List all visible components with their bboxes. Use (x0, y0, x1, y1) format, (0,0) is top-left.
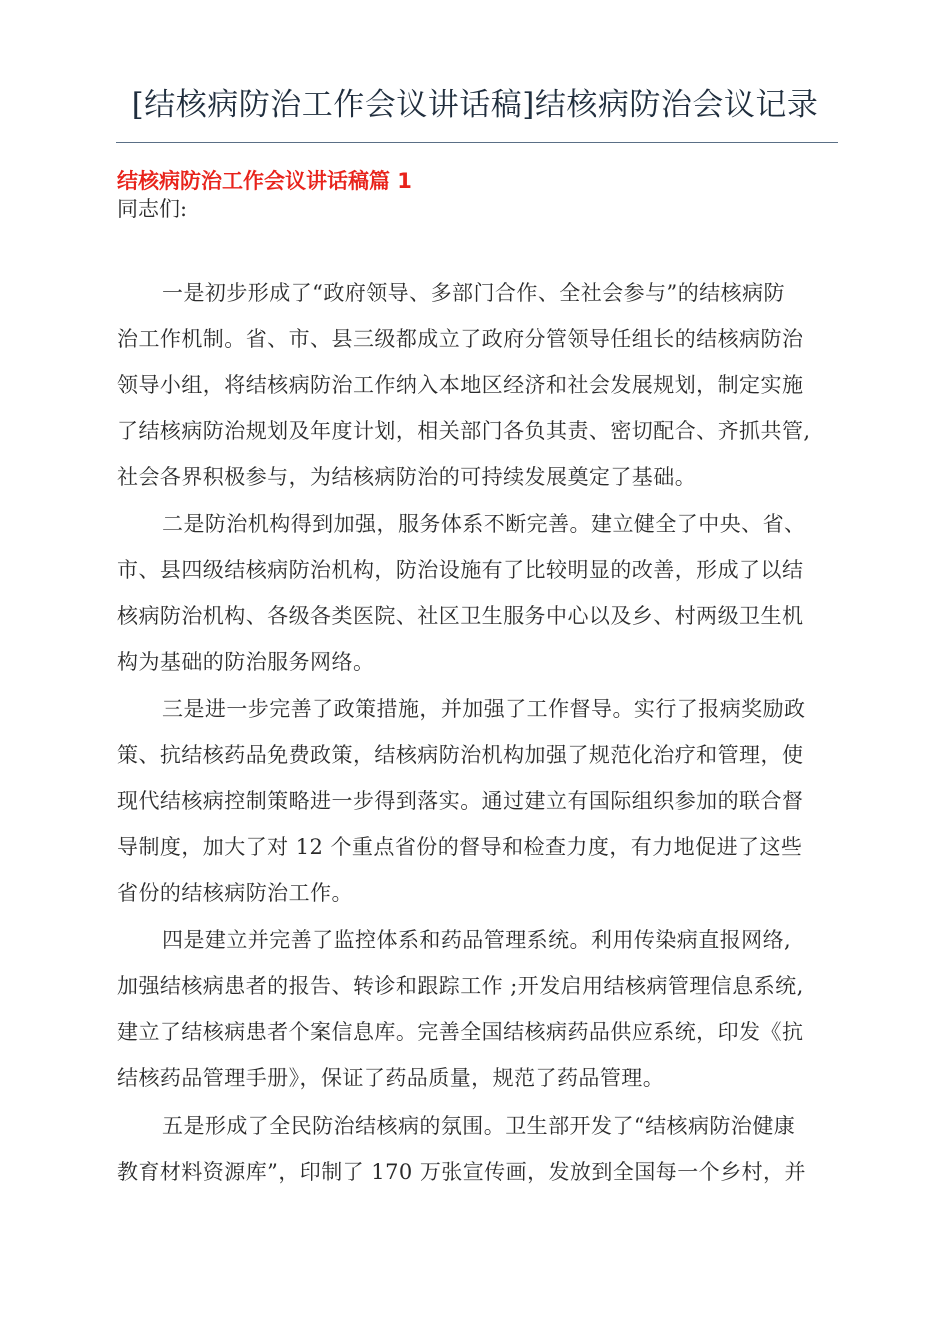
paragraph-line: 现代结核病控制策略进一步得到落实。通过建立有国际组织参加的联合督 (117, 789, 804, 813)
paragraph-line: 加强结核病患者的报告、转诊和跟踪工作 ;开发启用结核病管理信息系统, (117, 974, 804, 998)
paragraph-line: 构为基础的防治服务网络。 (117, 650, 375, 674)
section-heading: 结核病防治工作会议讲话稿篇 1 (117, 169, 412, 193)
paragraph-line: 二是防治机构得到加强，服务体系不断完善。建立健全了中央、省、 (162, 512, 806, 536)
paragraph-line: 领导小组，将结核病防治工作纳入本地区经济和社会发展规划，制定实施 (117, 373, 804, 397)
paragraph-line: 策、抗结核药品免费政策，结核病防治机构加强了规范化治疗和管理，使 (117, 743, 804, 767)
paragraph-line: 治工作机制。省、市、县三级都成立了政府分管领导任组长的结核病防治 (117, 327, 804, 351)
salutation: 同志们: (117, 197, 188, 221)
title-divider (116, 142, 838, 143)
paragraph-line: 三是进一步完善了政策措施，并加强了工作督导。实行了报病奖励政 (162, 697, 806, 721)
paragraph-line: 建立了结核病患者个案信息库。完善全国结核病药品供应系统，印发《抗 (117, 1020, 804, 1044)
paragraph-3 (117, 686, 837, 916)
paragraph-line: 省份的结核病防治工作。 (117, 881, 353, 905)
paragraph-line: 五是形成了全民防治结核病的氛围。卫生部开发了“结核病防治健康 (162, 1114, 796, 1138)
page-title: [结核病防治工作会议讲话稿]结核病防治会议记录 (131, 87, 819, 123)
paragraph-line: 四是建立并完善了监控体系和药品管理系统。利用传染病直报网络, (162, 928, 792, 952)
paragraph-1 (117, 270, 837, 500)
paragraph-line: 核病防治机构、各级各类医院、社区卫生服务中心以及乡、村两级卫生机 (117, 604, 804, 628)
paragraph-line: 一是初步形成了“政府领导、多部门合作、全社会参与”的结核病防 (162, 281, 785, 305)
paragraph-line: 社会各界积极参与，为结核病防治的可持续发展奠定了基础。 (117, 465, 697, 489)
paragraph-line: 市、县四级结核病防治机构，防治设施有了比较明显的改善，形成了以结 (117, 558, 804, 582)
paragraph-5 (117, 1103, 837, 1195)
paragraph-2 (117, 501, 837, 685)
paragraph-4 (117, 917, 837, 1101)
paragraph-line: 导制度，加大了对 12 个重点省份的督导和检查力度，有力地促进了这些 (117, 835, 803, 859)
paragraph-line: 结核药品管理手册》，保证了药品质量，规范了药品管理。 (117, 1066, 665, 1090)
paragraph-line: 了结核病防治规划及年度计划，相关部门各负其责、密切配合、齐抓共管, (117, 419, 811, 443)
paragraph-line: 教育材料资源库”，印制了 170 万张宣传画，发放到全国每一个乡村，并 (117, 1160, 806, 1184)
